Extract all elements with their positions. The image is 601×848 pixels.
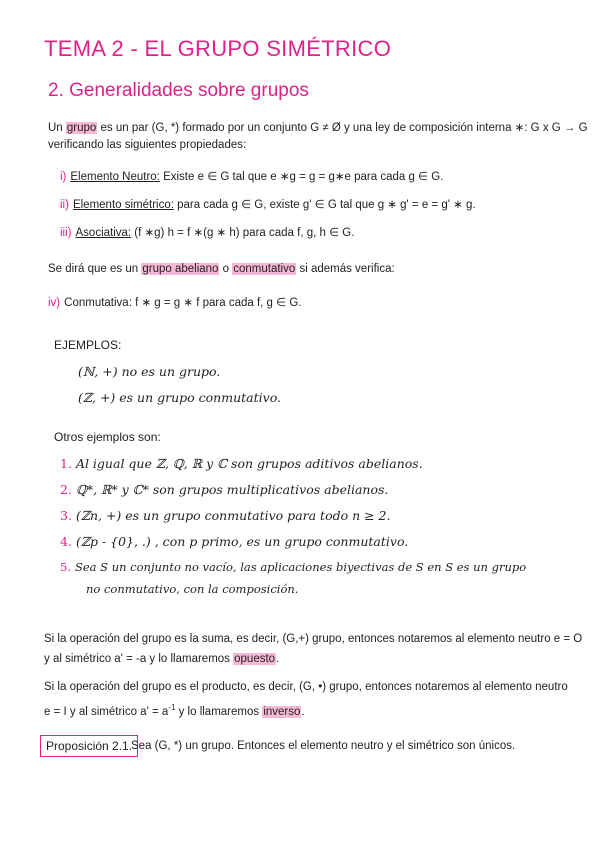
property-text: Existe e ∈ G tal que e ∗g = g = g∗e para cada g ∈ G.	[159, 171, 444, 183]
property-iv	[48, 296, 302, 311]
product-suffix: .	[301, 705, 305, 718]
abelian-suffix: si además verifica:	[296, 263, 395, 275]
term-grupo-abeliano: grupo abeliano	[142, 263, 219, 275]
item-num: 2.	[60, 482, 72, 497]
item-text: ℚ*, ℝ* y ℂ* son grupos multiplicativos abelianos.	[75, 482, 389, 497]
item-text: (ℤp - {0}, .) , con p primo, es un grupo conmutativo.	[75, 534, 409, 549]
abelian-middle: o	[219, 263, 233, 275]
sum-prefix: y al simétrico a' = -a y lo llamaremos	[44, 653, 234, 665]
other-example-item-continuation: no conmutativo, con la composición.	[86, 582, 299, 596]
property-num: iv)	[48, 297, 61, 309]
examples-label: EJEMPLOS:	[54, 338, 122, 352]
property-num: i)	[60, 171, 67, 183]
item-num: 1.	[60, 456, 72, 471]
sum-suffix: .	[276, 653, 280, 665]
term-conmutativo: conmutativo	[233, 263, 296, 275]
product-paragraph-line1: Si la operación del grupo es el producto, es decir, (G, •) grupo, entonces notaremos al elemento neutro	[44, 681, 568, 693]
property-text: Conmutativa: f ∗ g = g ∗ f para cada f, g ∈ G.	[64, 297, 302, 309]
item-text: Sea S un conjunto no vacío, las aplicaciones biyectivas de S en S es un grupo	[74, 560, 527, 574]
property-text: (f ∗g) h = f ∗(g ∗ h) para cada f, g, h ∈ G.	[131, 227, 355, 239]
other-example-item	[60, 560, 526, 574]
example-item: (ℕ, +) no es un grupo.	[78, 364, 221, 379]
item-num: 5.	[60, 560, 71, 574]
other-example-item	[60, 508, 391, 523]
definition-line1	[48, 121, 588, 136]
product-mid: y lo llamaremos	[175, 705, 263, 718]
proposition-label: Proposición 2.1.	[46, 739, 133, 753]
term-inverso: inverso	[263, 705, 301, 718]
property-num: ii)	[60, 199, 69, 211]
other-example-item	[60, 482, 388, 497]
abelian-definition	[48, 262, 395, 277]
product-sup: -1	[168, 703, 176, 712]
property-name: Asociativa:	[75, 227, 132, 239]
other-examples-label: Otros ejemplos son:	[54, 430, 161, 444]
item-text: Al igual que ℤ, ℚ, ℝ y ℂ son grupos aditivos abelianos.	[75, 456, 423, 471]
proposition-text: Sea (G, *) un grupo. Entonces el elemento neutro y el simétrico son únicos.	[131, 740, 516, 752]
abelian-prefix: Se dirá que es un	[48, 263, 142, 275]
property-ii	[60, 198, 476, 213]
property-i	[60, 170, 443, 185]
product-paragraph-line2	[44, 700, 305, 720]
sum-paragraph-line2	[44, 652, 279, 667]
item-num: 3.	[60, 508, 72, 523]
other-example-item	[60, 534, 408, 549]
property-text: para cada g ∈ G, existe g' ∈ G tal que g ∗ g' = e = g' ∗ g.	[173, 199, 476, 211]
product-prefix: e = I y al simétrico a' = a	[44, 705, 169, 718]
term-opuesto: opuesto	[234, 653, 276, 665]
proposition-label-box	[40, 735, 138, 757]
example-item: (ℤ, +) es un grupo conmutativo.	[78, 390, 281, 405]
property-name: Elemento Neutro:	[70, 171, 160, 183]
property-name: Elemento simétrico:	[72, 199, 174, 211]
term-grupo: grupo	[66, 122, 97, 134]
definition-text: es un par (G, *) formado por un conjunto G ≠ Ø y una ley de composición interna ∗: G x G → G	[97, 122, 588, 134]
definition-prefix: Un	[48, 122, 66, 134]
item-num: 4.	[60, 534, 72, 549]
item-text: (ℤn, +) es un grupo conmutativo para todo n ≥ 2.	[75, 508, 391, 523]
sum-paragraph-line1: Si la operación del grupo es la suma, es decir, (G,+) grupo, entonces notaremos al elemento neutro e = O	[44, 633, 583, 645]
other-example-item	[60, 456, 423, 471]
page-title: TEMA 2 - EL GRUPO SIMÉTRICO	[44, 36, 392, 61]
property-num: iii)	[60, 227, 72, 239]
property-iii	[60, 226, 354, 241]
section-title: 2. Generalidades sobre grupos	[48, 80, 309, 101]
definition-line2: verificando las siguientes propiedades:	[48, 139, 247, 151]
